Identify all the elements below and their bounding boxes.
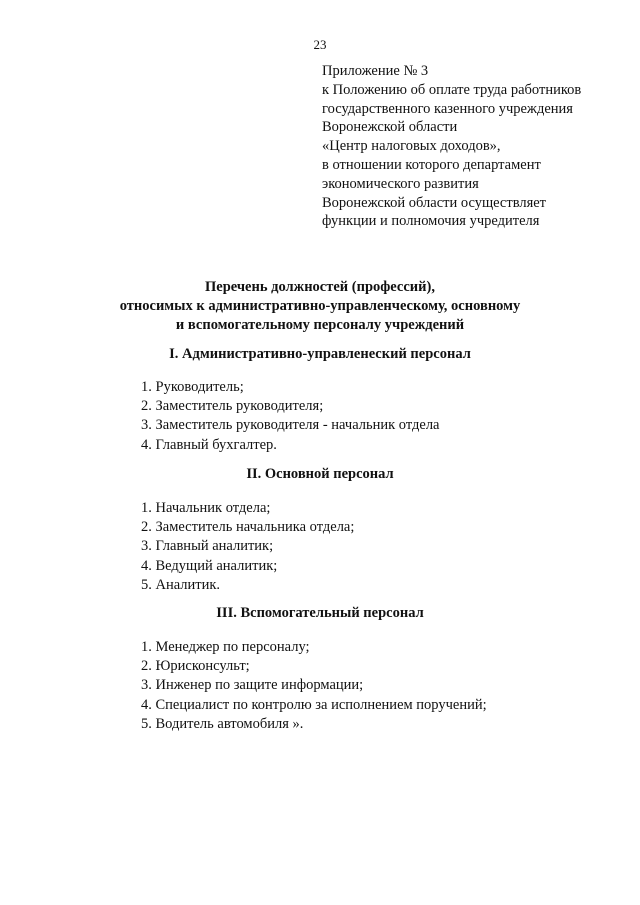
list-item: 3. Главный аналитик;	[141, 538, 274, 555]
appendix-line: функции и полномочия учредителя	[322, 213, 540, 230]
list-item: 2. Заместитель руководителя;	[141, 398, 324, 415]
list-item: 4. Главный бухгалтер.	[141, 436, 277, 453]
list-item: 4. Ведущий аналитик;	[141, 557, 278, 574]
appendix-line: «Центр налоговых доходов»,	[322, 138, 501, 155]
section-heading-admin: I. Административно-управленеский персонал	[169, 346, 471, 362]
section-list-admin	[141, 378, 440, 455]
list-item: 3. Заместитель руководителя - начальник отдела	[141, 417, 440, 434]
list-item: 3. Инженер по защите информации;	[141, 677, 364, 694]
appendix-line: Приложение № 3	[322, 63, 429, 79]
appendix-line: Воронежской области	[322, 119, 458, 136]
title-line: относимых к административно-управленческому, основному	[119, 298, 521, 314]
list-item: 2. Юрисконсульт;	[141, 658, 250, 675]
section-heading-support: III. Вспомогательный персонал	[216, 605, 424, 621]
appendix-line: к Положению об оплате труда работников	[322, 81, 582, 98]
title-line: Перечень должностей (профессий),	[205, 279, 435, 295]
appendix-line: Воронежской области осуществляет	[322, 194, 547, 211]
section-list-support	[141, 638, 487, 734]
list-item: 2. Заместитель начальника отдела;	[141, 519, 355, 536]
title-line: и вспомогательному персоналу учреждений	[175, 317, 465, 333]
list-item: 1. Начальник отдела;	[141, 500, 271, 516]
list-item: 5. Аналитик.	[141, 576, 221, 593]
list-item: 1. Руководитель;	[141, 379, 244, 395]
appendix-line: в отношении которого департамент	[322, 156, 541, 173]
list-item: 5. Водитель автомобиля ».	[141, 715, 304, 732]
appendix-line: экономического развития	[322, 175, 479, 192]
list-item: 1. Менеджер по персоналу;	[141, 639, 310, 655]
document-title	[0, 278, 640, 335]
section-heading-main: II. Основной персонал	[246, 466, 394, 482]
appendix-line: государственного казенного учреждения	[322, 100, 573, 117]
list-item: 4. Специалист по контролю за исполнением поручений;	[141, 696, 487, 713]
page-number: 23	[313, 37, 327, 52]
appendix-header	[322, 62, 581, 231]
section-list-main	[141, 499, 354, 595]
